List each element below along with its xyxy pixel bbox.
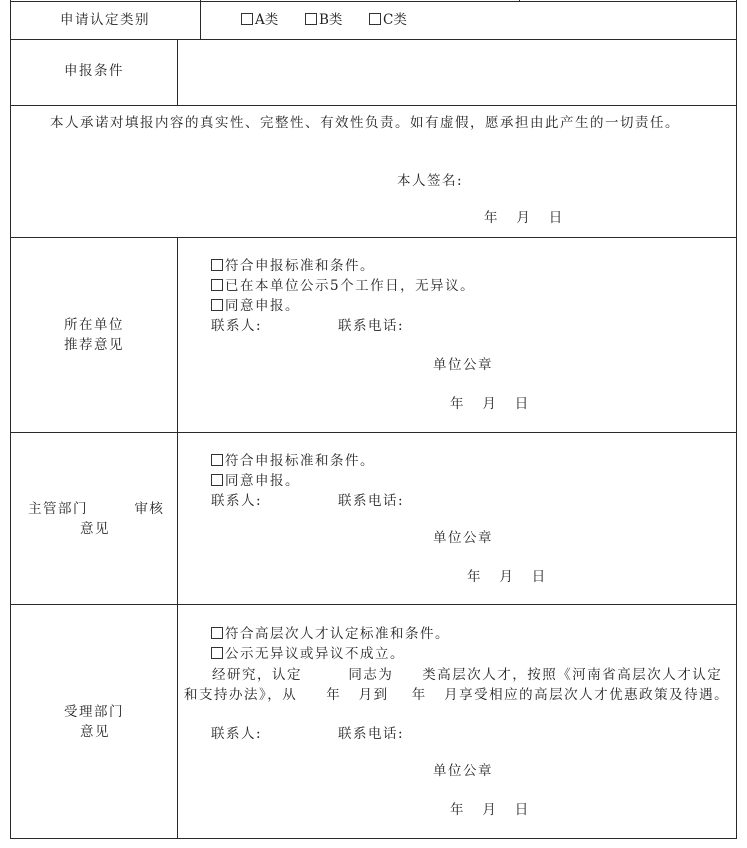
unit-check-agree[interactable]: 同意申报。 xyxy=(211,297,300,315)
accept-review-label: 意见 xyxy=(80,724,110,740)
unit-review-label: 所在单位 xyxy=(64,317,124,333)
checkbox-icon xyxy=(211,279,223,291)
unit-seal: 单位公章 xyxy=(433,357,493,373)
grid-line xyxy=(519,0,520,2)
pledge-date: 年 月 日 xyxy=(484,210,564,226)
accept-review-date: 年 月 日 xyxy=(450,802,530,818)
phone-label: 联系电话: xyxy=(338,726,405,742)
accept-check-publicity[interactable]: 公示无异议或异议不成立。 xyxy=(211,645,405,663)
dept-check-agree[interactable]: 同意申报。 xyxy=(211,472,300,490)
unit-check-standard[interactable]: 符合申报标准和条件。 xyxy=(211,257,375,275)
category-option-c[interactable]: C类 xyxy=(369,11,407,29)
accept-check-standard[interactable]: 符合高层次人才认定标准和条件。 xyxy=(211,625,450,643)
contact-label: 联系人: xyxy=(211,726,263,742)
unit-review-label: 推荐意见 xyxy=(64,337,124,353)
checkbox-icon xyxy=(211,474,223,486)
checkbox-icon xyxy=(211,259,223,271)
dept-seal: 单位公章 xyxy=(433,530,493,546)
checkbox-icon xyxy=(211,647,223,659)
contact-label: 联系人: xyxy=(211,318,263,334)
grid-line xyxy=(10,0,11,839)
conditions-label: 申报条件 xyxy=(64,63,124,79)
dept-review-label: 主管部门 审核 xyxy=(28,501,165,517)
unit-review-date: 年 月 日 xyxy=(450,396,530,412)
contact-label: 联系人: xyxy=(211,493,263,509)
dept-review-date: 年 月 日 xyxy=(467,569,547,585)
pledge-text: 本人承诺对填报内容的真实性、完整性、有效性负责。如有虚假，愿承担由此产生的一切责任。 xyxy=(50,115,680,131)
conditions-field[interactable] xyxy=(185,62,725,80)
dept-check-standard[interactable]: 符合申报标准和条件。 xyxy=(211,452,375,470)
checkbox-icon xyxy=(305,13,317,25)
checkbox-icon xyxy=(241,13,253,25)
grid-line xyxy=(10,39,736,40)
category-label: 申请认定类别 xyxy=(60,12,150,28)
grid-line xyxy=(10,604,736,605)
category-option-b[interactable]: B类 xyxy=(305,11,342,29)
grid-line xyxy=(177,237,178,838)
grid-line xyxy=(10,838,736,839)
grid-line xyxy=(10,105,736,106)
accept-decision-text: 经研究，认定 同志为 类高层次人才，按照《河南省高层次人才认定和支持办法》，从 年 月到 年 月享受相应的高层次人才优惠政策及待遇。 xyxy=(184,667,730,703)
unit-check-publicity[interactable]: 已在本单位公示5个工作日，无异议。 xyxy=(211,277,475,295)
dept-review-label: 意见 xyxy=(80,521,110,537)
accept-review-label: 受理部门 xyxy=(64,704,124,720)
signature-label: 本人签名: xyxy=(397,173,464,189)
accept-seal: 单位公章 xyxy=(433,763,493,779)
checkbox-icon xyxy=(211,299,223,311)
checkbox-icon xyxy=(369,13,381,25)
grid-line xyxy=(10,432,736,433)
grid-line xyxy=(177,39,178,105)
phone-label: 联系电话: xyxy=(338,493,405,509)
grid-line xyxy=(200,0,201,39)
checkbox-icon xyxy=(211,627,223,639)
category-option-a[interactable]: A类 xyxy=(241,11,278,29)
grid-line xyxy=(10,1,736,2)
phone-label: 联系电话: xyxy=(338,318,405,334)
checkbox-icon xyxy=(211,454,223,466)
grid-line xyxy=(10,237,736,238)
grid-line xyxy=(736,0,737,839)
